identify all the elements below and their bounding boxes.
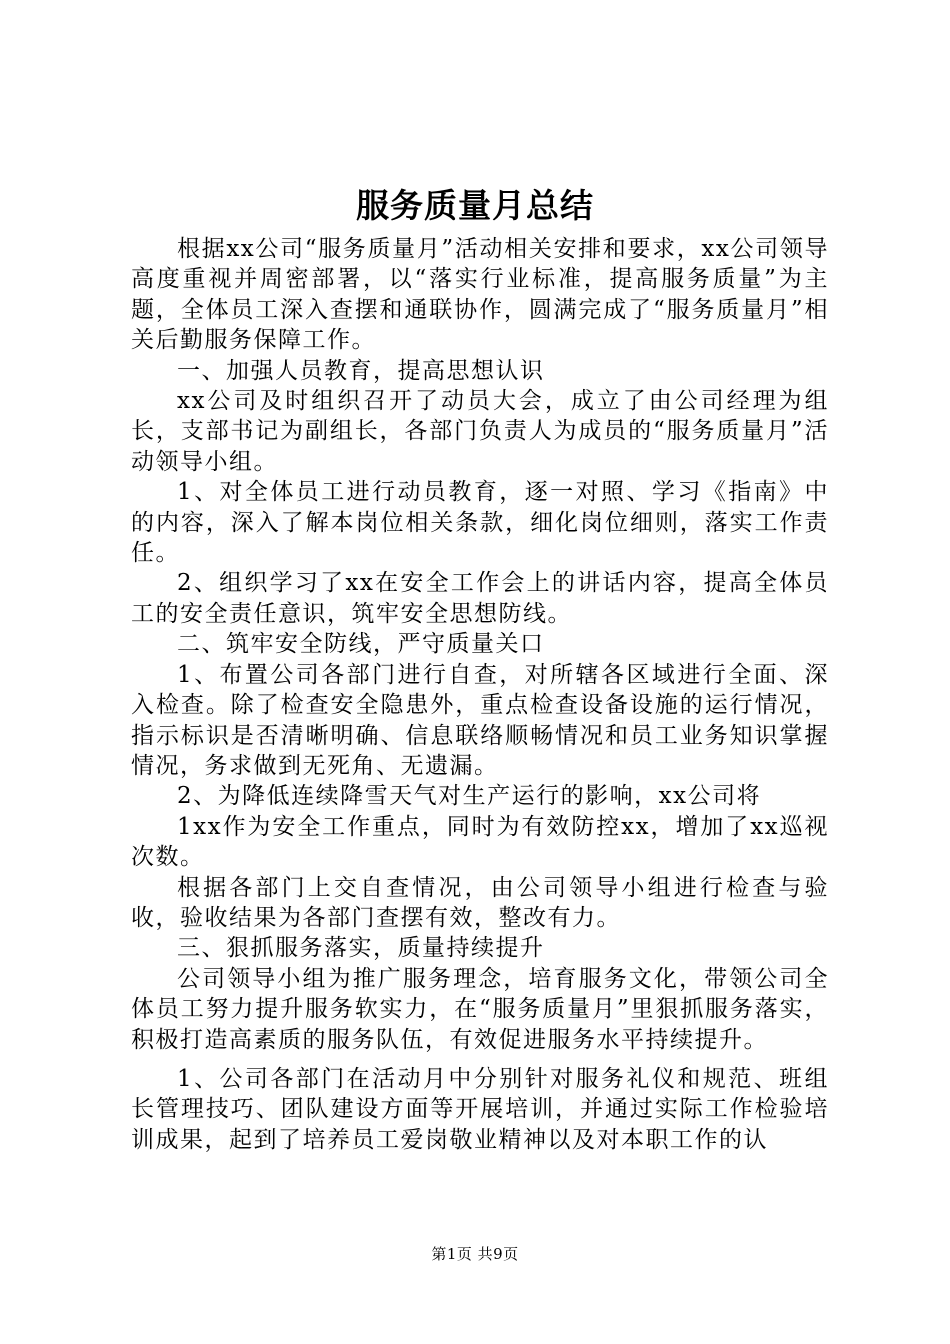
paragraph-4: 2、组织学习了xx在安全工作会上的讲话内容，提高全体员工的安全责任意识，筑牢安全思想防线。 <box>131 570 829 627</box>
section-heading-3: 三、狠抓服务落实，质量持续提升 <box>177 935 545 962</box>
paragraph-7: 2、为降低连续降雪天气对生产运行的影响，xx公司将 <box>177 783 762 810</box>
paragraph-11: 公司领导小组为推广服务理念，培育服务文化，带领公司全体员工努力提升服务软实力，在“服务质量月”里狠抓服务落实，积极打造高素质的服务队伍，有效促进服务水平持续提升。 <box>131 965 829 1053</box>
paragraph-8: 1xx作为安全工作重点，同时为有效防控xx，增加了xx巡视次数。 <box>131 813 829 871</box>
paragraph-12: 1、公司各部门在活动月中分别针对服务礼仪和规范、班组长管理技巧、团队建设方面等开展培训，并通过实际工作检验培训成果，起到了培养员工爱岗敬业精神以及对本职工作的认 <box>131 1065 829 1153</box>
paragraph-6: 1、布置公司各部门进行自查，对所辖各区域进行全面、深入检查。除了检查安全隐患外，重点检查设备设施的运行情况，指示标识是否清晰明确、信息联络顺畅情况和员工业务知识掌握情况，务求做到无死角、无遗漏。 <box>131 661 829 779</box>
paragraph-intro: 根据xx公司“服务质量月”活动相关安排和要求，xx公司领导高度重视并周密部署，以“落实行业标准，提高服务质量”为主题，全体员工深入查摆和通联协作，圆满完成了“服务质量月”相关后勤服务保障工作。 <box>131 236 829 354</box>
paragraph-2: xx公司及时组织召开了动员大会，成立了由公司经理为组长，支部书记为副组长，各部门负责人为成员的“服务质量月”活动领导小组。 <box>131 388 829 475</box>
section-heading-2: 二、筑牢安全防线，严守质量关口 <box>177 631 545 658</box>
document-title: 服务质量月总结 <box>356 186 594 225</box>
section-heading-1: 一、加强人员教育，提高思想认识 <box>177 357 545 384</box>
paragraph-9: 根据各部门上交自查情况，由公司领导小组进行检查与验收，验收结果为各部门查摆有效，整改有力。 <box>131 874 829 931</box>
page-footer: 第1页 共9页 <box>431 1245 519 1263</box>
document-body <box>131 234 829 1155</box>
paragraph-3: 1、对全体员工进行动员教育，逐一对照、学习《指南》中的内容，深入了解本岗位相关条款，细化岗位细则，落实工作责任。 <box>131 479 829 567</box>
